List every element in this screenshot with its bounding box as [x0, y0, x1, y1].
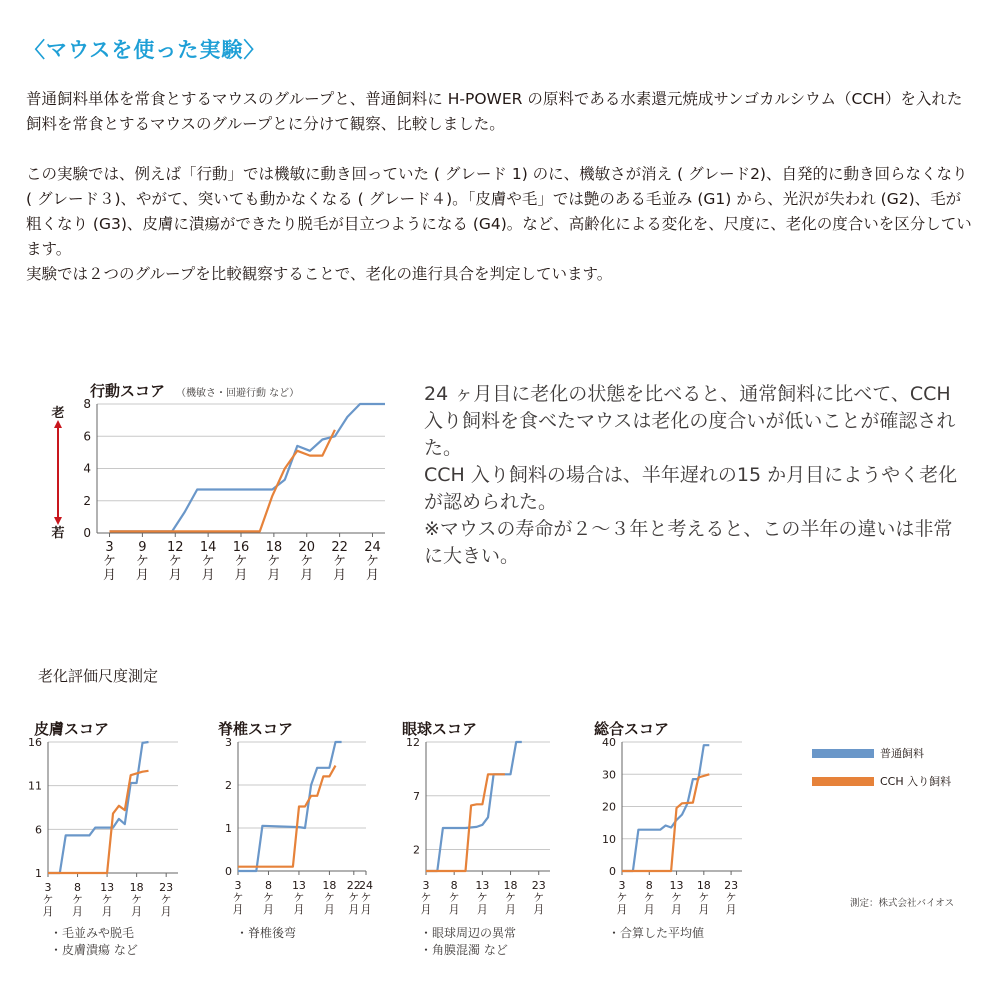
comparison-paragraph-2: CCH 入り飼料の場合は、半年遅れの15 か月目にようやく老化が認められた。	[424, 464, 958, 513]
svg-text:月: 月	[101, 905, 113, 918]
skin-score-chart	[28, 716, 203, 926]
action-x-tick-label	[103, 540, 116, 583]
legend-item-normal	[812, 739, 982, 767]
svg-text:ケ: ケ	[420, 891, 432, 904]
action-x-tick-label	[200, 540, 217, 583]
svg-text:ケ: ケ	[505, 891, 517, 904]
eye-series-cch	[426, 774, 505, 871]
total-x-tick-label	[724, 879, 738, 916]
legend-label-cch: CCH 入り飼料	[880, 775, 952, 788]
spine-x-tick-label	[263, 879, 274, 916]
eye-score-svg	[396, 716, 571, 926]
intro-text	[26, 87, 976, 287]
svg-text:ケ: ケ	[616, 891, 628, 904]
action-y-tick-label: 6	[83, 429, 91, 444]
age-arrow-up-icon	[54, 420, 62, 428]
svg-text:ケ: ケ	[643, 891, 655, 904]
spine-y-tick-label: 0	[225, 865, 232, 878]
svg-text:ケ: ケ	[135, 554, 149, 569]
legend-swatch-cch	[812, 777, 874, 786]
svg-text:月: 月	[671, 903, 683, 916]
svg-text:月: 月	[333, 568, 347, 583]
svg-text:月: 月	[131, 905, 143, 918]
eye-note-1: ・眼球周辺の異常	[420, 926, 517, 940]
action-x-tick-label	[167, 540, 184, 583]
skin-y-tick-label: 6	[35, 823, 42, 837]
skin-series-normal	[48, 742, 149, 873]
age-arrow-down-icon	[54, 517, 62, 525]
svg-text:ケ: ケ	[365, 554, 379, 569]
svg-text:月: 月	[135, 568, 149, 583]
svg-text:月: 月	[262, 903, 274, 916]
svg-text:3: 3	[105, 540, 114, 555]
total-y-tick-label: 10	[602, 832, 616, 846]
svg-text:ケ: ケ	[323, 891, 335, 904]
svg-text:22: 22	[331, 540, 348, 555]
y-label-young: 若	[51, 526, 65, 541]
legend-item-cch	[812, 767, 982, 795]
svg-text:18: 18	[129, 881, 144, 894]
spine-x-tick-label	[233, 879, 244, 916]
svg-text:ケ: ケ	[448, 891, 460, 904]
svg-text:月: 月	[725, 903, 737, 916]
spine-y-tick-label: 2	[225, 779, 232, 792]
svg-text:月: 月	[42, 905, 54, 918]
intro-paragraph-1: 普通飼料単体を常食とするマウスのグループと、普通飼料に H-POWER の原料である水素還元焼成サンゴカルシウム（CCH）を入れた飼料を常食とするマウスのグループとに分けて観察、比較しました。	[26, 90, 963, 133]
action-series-normal	[110, 404, 386, 531]
action-x-tick-label	[233, 540, 250, 583]
svg-text:月: 月	[232, 903, 244, 916]
svg-text:月: 月	[533, 903, 545, 916]
svg-text:8: 8	[264, 879, 272, 892]
svg-text:18: 18	[696, 879, 711, 892]
svg-text:月: 月	[476, 903, 488, 916]
svg-text:9: 9	[138, 540, 147, 555]
action-y-tick-label: 8	[83, 397, 91, 411]
svg-text:ケ: ケ	[42, 893, 54, 906]
svg-text:月: 月	[72, 905, 84, 918]
svg-text:月: 月	[360, 903, 372, 916]
section-label: 老化評価尺度測定	[38, 667, 159, 685]
eye-note-2: ・角膜混濁 など	[420, 943, 508, 957]
svg-text:20: 20	[298, 540, 316, 555]
action-score-svg	[50, 378, 395, 593]
spine-score-notes	[236, 925, 296, 942]
spine-score-chart	[212, 716, 387, 926]
skin-y-tick-label: 16	[28, 736, 42, 749]
skin-x-tick-label	[72, 881, 83, 918]
spine-series-normal	[238, 742, 342, 871]
svg-text:22: 22	[346, 879, 361, 892]
svg-text:18: 18	[503, 879, 518, 892]
spine-x-tick-label	[359, 879, 373, 916]
svg-text:月: 月	[365, 568, 379, 583]
svg-text:16: 16	[232, 540, 250, 555]
svg-text:24: 24	[359, 879, 373, 892]
svg-text:13: 13	[669, 879, 684, 892]
svg-text:18: 18	[322, 879, 337, 892]
total-x-tick-label	[697, 879, 711, 916]
total-note-1: ・合算した平均値	[608, 926, 705, 940]
legend-label-normal: 普通飼料	[880, 747, 924, 760]
svg-text:13: 13	[100, 881, 115, 894]
skin-score-notes	[50, 925, 138, 959]
action-chart-title: 行動スコア	[90, 382, 166, 400]
svg-text:月: 月	[348, 903, 360, 916]
total-y-tick-label: 20	[602, 800, 616, 814]
svg-text:月: 月	[616, 903, 628, 916]
svg-text:月: 月	[448, 903, 460, 916]
eye-series-normal	[426, 742, 522, 871]
svg-text:23: 23	[531, 879, 546, 892]
eye-x-tick-label	[504, 879, 518, 916]
action-x-tick-label	[331, 540, 348, 583]
total-score-notes	[608, 925, 704, 942]
svg-text:12: 12	[166, 540, 184, 555]
spine-y-tick-label: 3	[225, 736, 232, 749]
action-score-chart	[50, 378, 395, 593]
comparison-paragraph-3: ※マウスの寿命が２～３年と考えると、この半年の違いは非常に大きい。	[424, 518, 953, 567]
svg-text:月: 月	[698, 903, 710, 916]
eye-score-notes	[420, 925, 516, 959]
skin-x-tick-label	[100, 881, 114, 918]
eye-y-tick-label: 7	[413, 789, 420, 803]
total-x-tick-label	[617, 879, 628, 916]
skin-y-tick-label: 1	[35, 867, 42, 880]
skin-note-1: ・毛並みや脱毛	[50, 926, 135, 940]
svg-text:24: 24	[364, 540, 381, 555]
eye-chart-title: 眼球スコア	[402, 720, 478, 738]
eye-x-tick-label	[475, 879, 489, 916]
svg-text:月: 月	[267, 568, 281, 583]
svg-text:ケ: ケ	[267, 554, 281, 569]
svg-text:ケ: ケ	[101, 893, 113, 906]
svg-text:ケ: ケ	[262, 891, 274, 904]
spine-series-cch	[238, 766, 336, 867]
svg-text:23: 23	[724, 879, 739, 892]
action-chart-subtitle: （機敏さ・回避行動 など）	[176, 388, 300, 399]
svg-text:3: 3	[234, 879, 242, 892]
svg-text:月: 月	[293, 903, 305, 916]
svg-text:月: 月	[160, 905, 172, 918]
total-y-tick-label: 0	[609, 865, 616, 878]
total-score-svg	[588, 716, 763, 926]
comparison-paragraph-1: 24 ヶ月目に老化の状態を比べると、通常飼料に比べて、CCH 入り飼料を食べたマウスは老化の度合いが低いことが確認された。	[424, 383, 956, 459]
svg-text:18: 18	[265, 540, 283, 555]
spine-score-svg	[212, 716, 387, 926]
svg-text:ケ: ケ	[533, 891, 545, 904]
y-label-old: 老	[51, 406, 65, 421]
svg-text:3: 3	[44, 881, 52, 894]
total-x-tick-label	[670, 879, 684, 916]
eye-x-tick-label	[449, 879, 460, 916]
svg-text:8: 8	[74, 881, 82, 894]
action-y-tick-label: 4	[83, 461, 91, 476]
svg-text:8: 8	[645, 879, 653, 892]
eye-x-tick-label	[532, 879, 546, 916]
skin-score-svg	[28, 716, 203, 926]
svg-text:ケ: ケ	[168, 554, 182, 569]
eye-x-tick-label	[421, 879, 432, 916]
svg-text:ケ: ケ	[476, 891, 488, 904]
intro-paragraph-2: この実験では、例えば「行動」では機敏に動き回っていた ( グレード 1) のに、機敏さが消え ( グレード2)、自発的に動き回らなくなり ( グレード３)、やがて、突いても動かなくなる ( グレード４)。「皮膚や毛」では艶のある毛並み (G1) から、光沢が失われ (G2)、毛が粗くなり (G3)、皮膚に潰瘍ができたり脱毛が目立つようになる (G4)。など、高齢化による変化を、尺度に、老化の度合いを区分しています。	[26, 165, 972, 258]
chart-legend	[812, 739, 982, 795]
svg-text:3: 3	[618, 879, 626, 892]
svg-text:ケ: ケ	[232, 891, 244, 904]
spine-x-tick-label	[322, 879, 336, 916]
svg-text:ケ: ケ	[131, 893, 143, 906]
total-score-chart	[588, 716, 763, 926]
total-y-tick-label: 40	[602, 736, 616, 749]
total-y-tick-label: 30	[602, 768, 616, 782]
comparison-text	[424, 381, 964, 570]
skin-x-tick-label	[159, 881, 173, 918]
svg-text:ケ: ケ	[360, 891, 372, 904]
svg-text:ケ: ケ	[201, 554, 215, 569]
svg-text:ケ: ケ	[160, 893, 172, 906]
total-series-normal	[622, 745, 709, 871]
svg-text:3: 3	[422, 879, 430, 892]
action-x-tick-label	[136, 540, 149, 583]
action-series-cch	[110, 430, 335, 532]
eye-y-tick-label: 12	[406, 736, 420, 749]
skin-x-tick-label	[130, 881, 144, 918]
skin-y-tick-label: 11	[28, 779, 42, 793]
svg-text:ケ: ケ	[103, 554, 117, 569]
svg-text:ケ: ケ	[293, 891, 305, 904]
svg-text:月: 月	[168, 568, 182, 583]
svg-text:月: 月	[643, 903, 655, 916]
svg-text:13: 13	[475, 879, 490, 892]
svg-text:ケ: ケ	[234, 554, 248, 569]
svg-text:月: 月	[323, 903, 335, 916]
svg-text:月: 月	[505, 903, 517, 916]
action-x-tick-label	[298, 540, 315, 583]
spine-x-tick-label	[292, 879, 306, 916]
measurement-credit: 測定：株式会社バイオス	[850, 898, 955, 909]
svg-text:ケ: ケ	[348, 891, 360, 904]
svg-text:8: 8	[450, 879, 458, 892]
svg-text:ケ: ケ	[333, 554, 347, 569]
legend-swatch-normal	[812, 749, 874, 758]
svg-text:ケ: ケ	[671, 891, 683, 904]
svg-text:23: 23	[159, 881, 174, 894]
action-y-tick-label: 0	[83, 526, 91, 540]
page-title: 〈マウスを使った実験〉	[24, 38, 266, 62]
skin-chart-title: 皮膚スコア	[34, 720, 110, 738]
svg-text:ケ: ケ	[698, 891, 710, 904]
action-x-tick-label	[266, 540, 283, 583]
svg-text:ケ: ケ	[72, 893, 84, 906]
eye-score-chart	[396, 716, 571, 926]
skin-note-2: ・皮膚潰瘍 など	[50, 943, 138, 957]
svg-text:ケ: ケ	[725, 891, 737, 904]
intro-paragraph-3: 実験では２つのグループを比較観察することで、老化の進行具合を判定しています。	[26, 265, 613, 283]
action-y-tick-label: 2	[83, 493, 91, 508]
spine-chart-title: 脊椎スコア	[218, 720, 294, 738]
skin-x-tick-label	[43, 881, 54, 918]
svg-text:月: 月	[201, 568, 215, 583]
svg-text:月: 月	[103, 568, 117, 583]
eye-y-tick-label: 2	[413, 843, 420, 857]
action-x-tick-label	[364, 540, 381, 583]
svg-text:ケ: ケ	[300, 554, 314, 569]
svg-text:14: 14	[199, 540, 217, 555]
spine-note-1: ・脊椎後弯	[236, 926, 297, 940]
spine-y-tick-label: 1	[225, 822, 232, 835]
svg-text:月: 月	[420, 903, 432, 916]
svg-text:月: 月	[234, 568, 248, 583]
total-chart-title: 総合スコア	[594, 720, 670, 738]
total-x-tick-label	[644, 879, 655, 916]
svg-text:13: 13	[291, 879, 306, 892]
svg-text:月: 月	[300, 568, 314, 583]
